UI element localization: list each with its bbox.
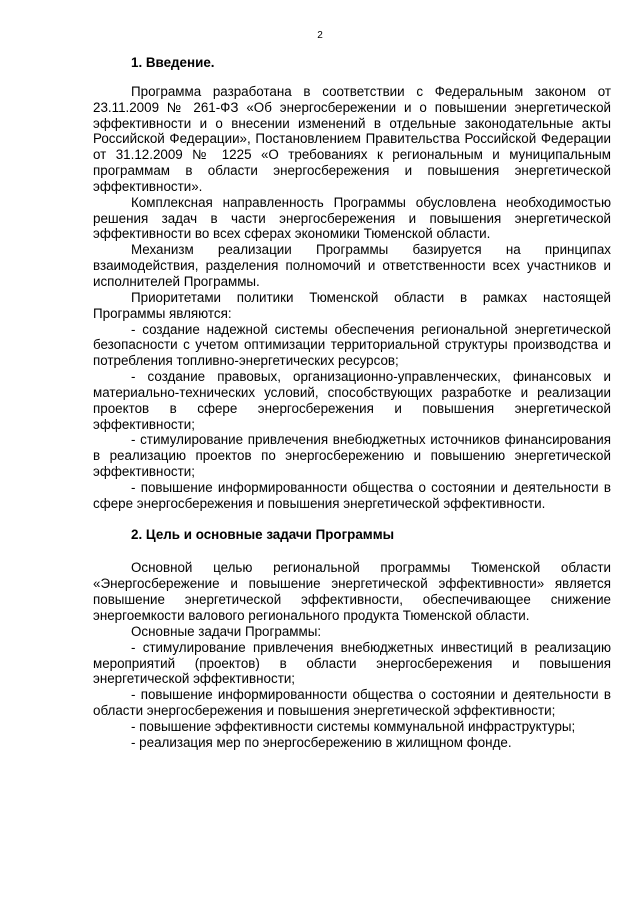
section-heading-goals: 2. Цель и основные задачи Программы (131, 526, 395, 542)
list-item: - повышение информированности общества о состоянии и деятельности в сфере энергосбережения и повышения энергетической эффективности. (93, 479, 611, 511)
paragraph: Механизм реализации Программы базируется на принципах взаимодействия, разделения полномочий и ответственности всех участников и исполнителей Программы. (93, 242, 611, 289)
list-item: - реализация мер по энергосбережению в жилищном фонде. (131, 734, 512, 750)
paragraph: Комплексная направленность Программы обусловлена необходимостью решения задач в части энергосбережения и повышения энергетической эффективности во всех сферах экономики Тюменской области. (93, 194, 611, 242)
page-number: 2 (317, 30, 323, 41)
list-item: - создание надежной системы обеспечения региональной энергетической безопасности с учетом оптимизации территориальной структуры производства и потребления топливно-энергетических ресурсов; (93, 321, 611, 369)
list-item: - повышение эффективности системы коммунальной инфраструктуры; (131, 718, 576, 734)
section-heading-introduction: 1. Введение. (131, 55, 215, 70)
paragraph: Основной целью региональной программы Тюменской области «Энергосбережение и повышение энергетической эффективности» является повышение энергетической эффективности, обеспечивающее снижение энергоемкости валового регионального продукта Тюменской области. (93, 560, 611, 623)
list-item: - стимулирование привлечения внебюджетных источников финансирования в реализацию проектов по энергосбережению и повышению энергетической эффективности; (93, 432, 611, 480)
document-body (93, 55, 611, 751)
list-item: - повышение информированности общества о состоянии и деятельности в области энергосбережения и повышения энергетической эффективности; (93, 687, 611, 719)
paragraph: Программа разработана в соответствии с Федеральным законом от 23.11.2009 № 261-ФЗ «Об энергосбережении и о повышении энергетической эффективности и о внесении изменений в отдельные законодательные акты Российской Федерации», Постановлением Правительства Российской Федерации от 31.12.2009 № 1225 «О требованиях к региональным и муниципальным программам в области энергосбережения и повышения энергетической эффективности». (93, 83, 611, 194)
paragraph: Основные задачи Программы: (131, 623, 322, 639)
list-item: - стимулирование привлечения внебюджетных инвестиций в реализацию мероприятий (проектов) в области энергосбережения и повышения энергетической эффективности; (93, 639, 611, 687)
list-item: - создание правовых, организационно-управленческих, финансовых и материально-технических условий, способствующих разработке и реализации проектов в сфере энергосбережения и повышения энергетической эффективности; (93, 369, 611, 432)
paragraph: Приоритетами политики Тюменской области в рамках настоящей Программы являются: (93, 289, 611, 321)
